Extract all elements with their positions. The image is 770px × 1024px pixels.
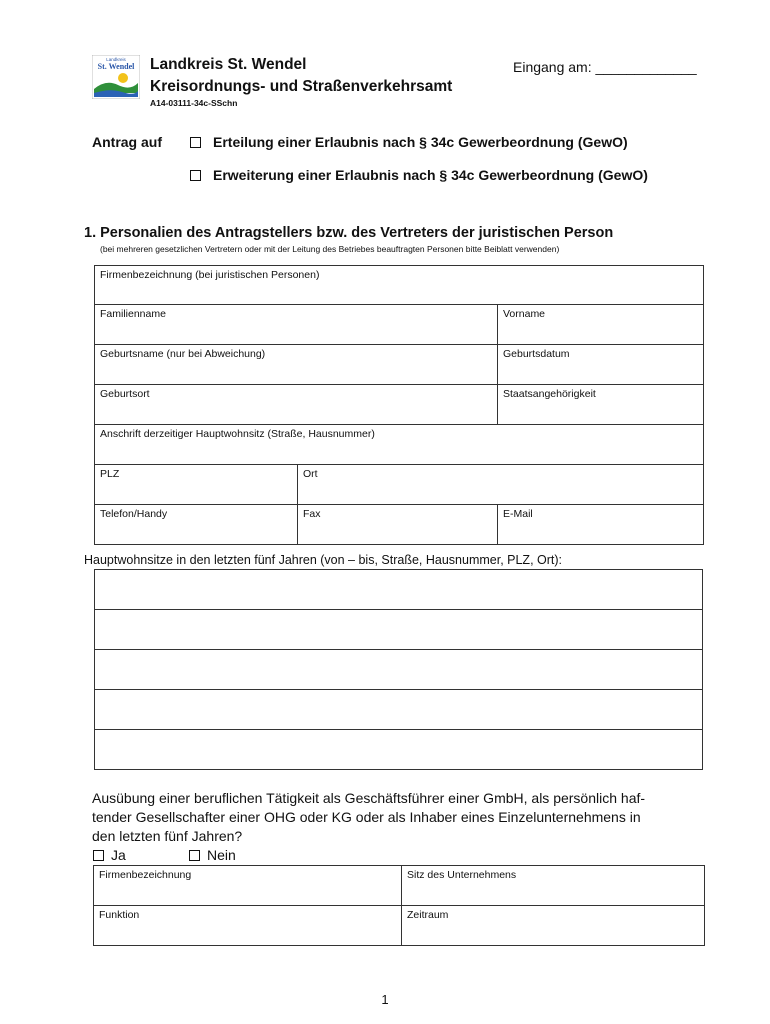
logo-graphic: [92, 55, 140, 99]
field-funktion[interactable]: [94, 906, 402, 946]
hauptwohnsitz-row-4[interactable]: [95, 690, 703, 730]
eingang-field[interactable]: Eingang am: _____________: [513, 59, 697, 75]
label-geburtsdatum: Geburtsdatum: [503, 348, 570, 360]
field-plz[interactable]: [95, 465, 298, 505]
field-anschrift[interactable]: [95, 425, 704, 465]
field-ort[interactable]: [298, 465, 704, 505]
label-telefon: Telefon/Handy: [100, 508, 168, 520]
field-geburtsname[interactable]: [95, 345, 498, 385]
checkbox-erteilung[interactable]: [190, 137, 201, 148]
label-vorname: Vorname: [503, 308, 546, 320]
field-zeitraum[interactable]: [402, 906, 705, 946]
label-ort: Ort: [303, 468, 318, 480]
checkbox-erweiterung[interactable]: [190, 170, 201, 181]
label-anschrift: Anschrift derzeitiger Hauptwohnsitz (Straße, Hausnummer): [100, 428, 375, 440]
field-telefon[interactable]: [95, 505, 298, 545]
section-1-title: 1. Personalien des Antragstellers bzw. des Vertreters der juristischen Person: [84, 225, 614, 241]
field-fax[interactable]: [298, 505, 498, 545]
label-geburtsname: Geburtsname (nur bei Abweichung): [100, 348, 266, 360]
taetigkeit-question: [92, 789, 708, 846]
field-familienname[interactable]: [95, 305, 498, 345]
taetigkeit-question-line-3: den letzten fünf Jahren?: [92, 828, 243, 844]
hauptwohnsitz-row-1[interactable]: [95, 570, 703, 610]
field-sitz[interactable]: [402, 866, 705, 906]
taetigkeit-question-line-2: tender Gesellschafter einer OHG oder KG oder als Inhaber eines Einzelunternehmens in: [92, 809, 641, 825]
label-zeitraum: Zeitraum: [407, 909, 449, 921]
option-ja[interactable]: [93, 847, 126, 863]
option-nein-label: Nein: [207, 847, 236, 863]
label-firmenbezeichnung: Firmenbezeichnung (bei juristischen Personen): [100, 269, 320, 281]
authority-subtitle: Kreisordnungs- und Straßenverkehrsamt: [150, 78, 453, 95]
page-number: 1: [381, 992, 389, 1007]
field-geburtsdatum[interactable]: [498, 345, 704, 385]
checkbox-nein[interactable]: [189, 850, 200, 861]
checkbox-ja[interactable]: [93, 850, 104, 861]
hauptwohnsitz-row-3[interactable]: [95, 650, 703, 690]
authority-title: Landkreis St. Wendel: [150, 56, 307, 73]
hauptwohnsitz-row-5[interactable]: [95, 730, 703, 770]
personalien-table: [94, 265, 704, 545]
antrag-label: Antrag auf: [92, 134, 162, 150]
hauptwohnsitze-label: Hauptwohnsitze in den letzten fünf Jahren (von – bis, Straße, Hausnummer, PLZ, Ort):: [84, 553, 563, 567]
label-plz: PLZ: [100, 468, 120, 480]
option-nein[interactable]: [189, 847, 236, 863]
field-unternehmen-firmenbezeichnung[interactable]: [94, 866, 402, 906]
label-sitz: Sitz des Unternehmens: [407, 869, 517, 881]
label-unternehmen-firmenbezeichnung: Firmenbezeichnung: [99, 869, 192, 881]
option-erteilung[interactable]: [190, 134, 628, 150]
unternehmen-table: [93, 865, 705, 946]
field-vorname[interactable]: [498, 305, 704, 345]
field-firmenbezeichnung[interactable]: [95, 266, 704, 305]
label-geburtsort: Geburtsort: [100, 388, 150, 400]
option-erweiterung[interactable]: [190, 167, 648, 183]
hauptwohnsitze-table: [94, 569, 703, 770]
label-staatsangehoerigkeit: Staatsangehörigkeit: [503, 388, 596, 400]
district-logo: [92, 55, 140, 99]
section-1-note: (bei mehreren gesetzlichen Vertretern oder mit der Leitung des Betriebes beauftragten Personen bitte Beiblatt verwenden): [100, 244, 560, 254]
logo-text-main: St. Wendel: [97, 62, 135, 71]
label-familienname: Familienname: [100, 308, 166, 320]
taetigkeit-question-line-1: Ausübung einer beruflichen Tätigkeit als Geschäftsführer einer GmbH, als persönlich haf-: [92, 790, 646, 806]
label-email: E-Mail: [503, 508, 533, 520]
field-staatsangehoerigkeit[interactable]: [498, 385, 704, 425]
option-ja-label: Ja: [111, 847, 126, 863]
form-reference: A14-03111-34c-SSchn: [150, 98, 238, 108]
label-funktion: Funktion: [99, 909, 140, 921]
label-fax: Fax: [303, 508, 321, 520]
logo-text-top: Landkreis: [106, 57, 126, 62]
option-erweiterung-label: Erweiterung einer Erlaubnis nach § 34c Gewerbeordnung (GewO): [213, 167, 648, 183]
field-email[interactable]: [498, 505, 704, 545]
field-geburtsort[interactable]: [95, 385, 498, 425]
hauptwohnsitz-row-2[interactable]: [95, 610, 703, 650]
option-erteilung-label: Erteilung einer Erlaubnis nach § 34c Gewerbeordnung (GewO): [213, 134, 628, 150]
